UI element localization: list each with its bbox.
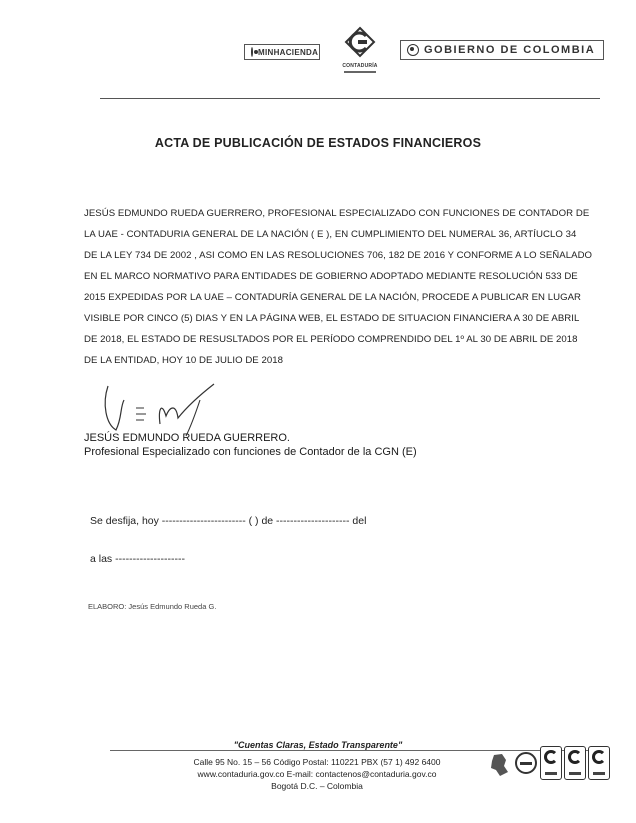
- body-line: JESÚS EDMUNDO RUEDA GUERRERO, PROFESIONAL ESPECIALIZADO CON FUNCIONES DE CONTADOR DE: [84, 208, 590, 219]
- handwritten-signature: [96, 378, 226, 440]
- hora-field-line: a las --------------------: [90, 553, 186, 565]
- footer-city: Bogotá D.C. – Colombia: [271, 781, 363, 791]
- body-line: VISIBLE POR CINCO (5) DIAS Y EN LA PÁGINA WEB, EL ESTADO DE SITUACION FINANCIERA A 30 DE ABRIL: [84, 313, 580, 324]
- colombia-map-icon: [486, 752, 512, 778]
- ministry-label: MINHACIENDA: [258, 47, 319, 57]
- document-title: ACTA DE PUBLICACIÓN DE ESTADOS FINANCIEROS: [154, 136, 482, 150]
- footer-divider: [110, 750, 606, 751]
- desfija-field-line: Se desfija, hoy ------------------------ ( ) de --------------------- del: [90, 515, 367, 527]
- coat-of-arms-icon: [251, 47, 253, 57]
- signer-name: JESÚS EDMUNDO RUEDA GUERRERO.: [84, 432, 290, 444]
- footer-web-email: www.contaduria.gov.co E-mail: contactenos@contaduria.gov.co: [197, 769, 437, 779]
- contaduria-logo-underline: [344, 71, 376, 73]
- contaduria-logo-text: CONTADURÍA: [342, 63, 378, 69]
- icontec-badge-3-icon: [588, 746, 610, 780]
- signer-role: Profesional Especializado con funciones de Contador de la CGN (E): [84, 446, 417, 458]
- government-seal-icon: [407, 44, 419, 56]
- icontec-badge-1-icon: [540, 746, 562, 780]
- footer-address: Calle 95 No. 15 – 56 Código Postal: 110221 PBX (57 1) 492 6400: [193, 757, 441, 767]
- iqnet-certification-icon: [515, 752, 537, 774]
- body-line: LA UAE - CONTADURIA GENERAL DE LA NACIÓN ( E ), EN CUMPLIMIENTO DEL NUMERAL 36, ARTÍUCLO 34: [84, 229, 577, 240]
- contaduria-logo: [340, 26, 380, 72]
- body-line: DE LA LEY 734 DE 2002 , ASI COMO EN LAS RESOLUCIONES 706, 182 DE 2016 Y CONFORME A LO SEÑALADO: [84, 250, 593, 261]
- footer-slogan-text: "Cuentas Claras, Estado Transparente": [230, 740, 406, 750]
- body-line: EN EL MARCO NORMATIVO PARA ENTIDADES DE GOBIERNO ADOPTADO MEDIANTE RESOLUCIÓN 533 DE: [84, 271, 578, 282]
- body-line: 2015 EXPEDIDAS POR LA UAE – CONTADURÍA GENERAL DE LA NACIÓN, PROCEDE A PUBLICAR EN LUGAR: [84, 292, 582, 303]
- government-label: GOBIERNO DE COLOMBIA: [424, 44, 596, 56]
- icontec-badge-2-icon: [564, 746, 586, 780]
- prepared-by: ELABORO: Jesús Edmundo Rueda G.: [88, 602, 217, 611]
- gobierno-logo: [400, 40, 604, 60]
- header-divider: [100, 98, 600, 99]
- body-line: DE 2018, EL ESTADO DE RESUSLTADOS POR EL PERÍODO COMPRENDIDO DEL 1º AL 30 DE ABRIL DE 2018: [84, 334, 578, 345]
- minhacienda-logo: [244, 44, 320, 60]
- contaduria-emblem-icon: [340, 26, 380, 60]
- body-line: DE LA ENTIDAD, HOY 10 DE JULIO DE 2018: [84, 355, 284, 366]
